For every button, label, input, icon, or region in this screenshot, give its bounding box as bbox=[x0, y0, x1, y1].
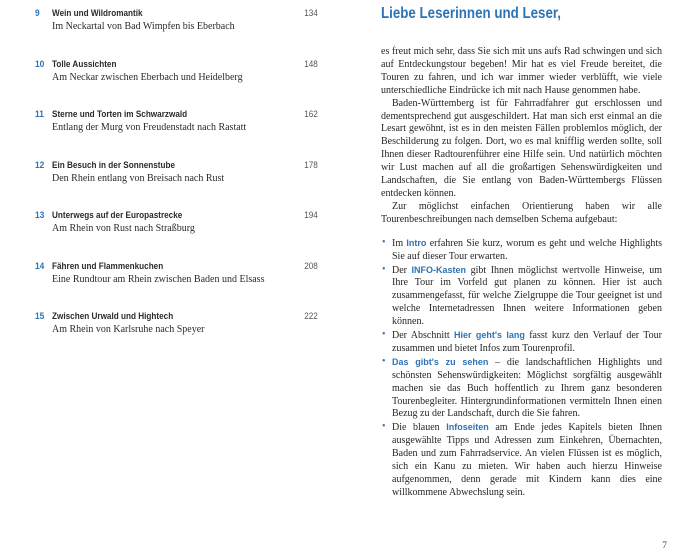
toc-entry-page: 148 bbox=[304, 58, 318, 70]
list-item: • Die blauen Infoseiten am Ende jedes Kapitels bieten Ihnen ausgewählte Tipps und Adressen zum Einkehren, Übernachten, Baden und zum Fahrradservice. An vielen Flüssen ist es möglich, sich ein Kanu zu mieten. Wir haben auch hierzu Hinweise aufgenommen, denn gerade mit Kindern kann dies eine willkommene Abwechslung sein. bbox=[382, 421, 662, 498]
toc-entry[interactable] bbox=[35, 210, 318, 261]
toc-entry-subtitle: Im Neckartal von Bad Wimpfen bis Eberbach bbox=[52, 21, 235, 32]
toc-entry[interactable] bbox=[35, 160, 318, 211]
toc-entry[interactable] bbox=[35, 311, 318, 362]
toc-entry-number: 13 bbox=[35, 210, 45, 221]
toc-entry-title: Ein Besuch in der Sonnenstube bbox=[52, 159, 176, 171]
bullet-icon: • bbox=[382, 236, 386, 248]
structure-list bbox=[381, 237, 662, 500]
toc-entry-number: 11 bbox=[35, 109, 44, 120]
toc-entry-number: 10 bbox=[35, 58, 45, 70]
list-item: • Das gibt's zu sehen – die landschaftlichen Highlights und schönsten Sehenswürdigkeiten: Möglichst sorgfältig ausgewählt machen sie das Buch hoffentlich zu Ihrem ganz besonderen Tourenbegleiter. Hintergrundinformationen vermitteln Ihnen einen Bezug zu der Landschaft, durch die Sie fahren. bbox=[382, 355, 662, 420]
toc-entry-title: Sterne und Torten im Schwarzwald bbox=[52, 109, 188, 120]
intro-body bbox=[381, 46, 662, 500]
toc-entry-number: 15 bbox=[35, 311, 45, 322]
intro-heading: Liebe Leserinnen und Leser, bbox=[381, 5, 562, 22]
intro-paragraph: Zur möglichst einfachen Orientierung haben wir alle Tourenbeschreibungen nach demselben Schema aufgebaut: bbox=[381, 200, 662, 225]
toc-entry-title: Fähren und Flammenkuchen bbox=[52, 260, 164, 272]
toc-entry-page: 222 bbox=[304, 311, 318, 322]
toc-entry-subtitle: Eine Rundtour am Rhein zwischen Baden und Elsass bbox=[52, 273, 265, 285]
toc-entry-page: 134 bbox=[304, 8, 318, 19]
list-item: • Im Intro erfahren Sie kurz, worum es geht und welche Highlights Sie auf dieser Tour erwarten. bbox=[382, 236, 662, 262]
table-of-contents bbox=[35, 8, 318, 362]
list-item: • Der INFO-Kasten gibt Ihnen möglichst wertvolle Hinweise, um Ihre Tour im Vorfeld gut planen zu können. Hier ist auch zusammengefasst, für welche Zielgruppe die Tour geeignet ist und welche Internetadressen Ihnen weitere Informationen geben können. bbox=[382, 263, 662, 328]
bullet-icon: • bbox=[382, 329, 386, 341]
intro-paragraph: es freut mich sehr, dass Sie sich mit uns aufs Rad schwingen und sich auf Entdeckungstour begeben! Mir hat es viel Freude bereitet, die Touren zu fahren, und ich war immer wieder verblüfft, wie viele unterschiedliche Eindrücke ich mit nach Hause genommen habe. bbox=[381, 46, 662, 96]
toc-entry-title: Zwischen Urwald und Hightech bbox=[52, 311, 174, 322]
highlight-term: INFO-Kasten bbox=[411, 264, 467, 275]
highlight-term: Infoseiten bbox=[446, 422, 489, 433]
toc-entry[interactable] bbox=[35, 59, 318, 110]
toc-entry-page: 162 bbox=[304, 109, 318, 120]
toc-entry-number: 14 bbox=[35, 260, 45, 272]
toc-entry-subtitle: Den Rhein entlang von Breisach nach Rust bbox=[52, 172, 225, 184]
toc-entry-subtitle: Entlang der Murg von Freudenstadt nach Rastatt bbox=[52, 122, 247, 133]
toc-entry-title: Wein und Wildromantik bbox=[52, 8, 143, 19]
toc-entry-number: 12 bbox=[35, 159, 45, 171]
bullet-icon: • bbox=[382, 263, 386, 275]
toc-entry-page: 194 bbox=[304, 210, 318, 221]
highlight-term: Das gibt's zu sehen bbox=[392, 356, 489, 367]
toc-entry[interactable] bbox=[35, 8, 318, 59]
toc-entry-title: Tolle Aussichten bbox=[52, 58, 117, 70]
toc-entry-page: 178 bbox=[304, 159, 318, 171]
toc-entry-title: Unterwegs auf der Europastrecke bbox=[52, 210, 183, 221]
toc-entry-subtitle: Am Rhein von Karlsruhe nach Speyer bbox=[52, 324, 205, 335]
toc-entry-subtitle: Am Rhein von Rust nach Straßburg bbox=[52, 223, 195, 234]
toc-entry-subtitle: Am Neckar zwischen Eberbach und Heidelberg bbox=[52, 71, 243, 83]
highlight-term: Hier geht's lang bbox=[454, 330, 525, 341]
toc-entry-number: 9 bbox=[35, 8, 40, 19]
toc-entry[interactable] bbox=[35, 109, 318, 160]
list-item: • Der Abschnitt Hier geht's lang fasst kurz den Verlauf der Tour zusammen und bietet Infos zum Tourenprofil. bbox=[382, 329, 663, 354]
intro-paragraph: Baden-Württemberg ist für Fahrradfahrer gut erschlossen und dementsprechend gut ausgeschildert. Hat man sich erst einmal an die Lesart gewöhnt, ist es in den meisten Fällen problemlos möglich, der Beschilderung zu folgen. Dort, wo es mal knifflig werden sollte, soll Ihnen dieser Radtourenführer eine Hilfe sein. Und natürlich möchten wir Lust machen auf all die großartigen Sehenswürdigkeiten und Landschaften, die Sie entlang von Baden-Württembergs Flüssen entdecken können. bbox=[381, 97, 662, 199]
bullet-icon: • bbox=[382, 421, 386, 433]
bullet-icon: • bbox=[382, 355, 386, 367]
page-number: 7 bbox=[662, 541, 667, 551]
highlight-term: Intro bbox=[406, 237, 427, 248]
toc-entry-page: 208 bbox=[304, 260, 318, 272]
toc-entry[interactable] bbox=[35, 261, 318, 312]
